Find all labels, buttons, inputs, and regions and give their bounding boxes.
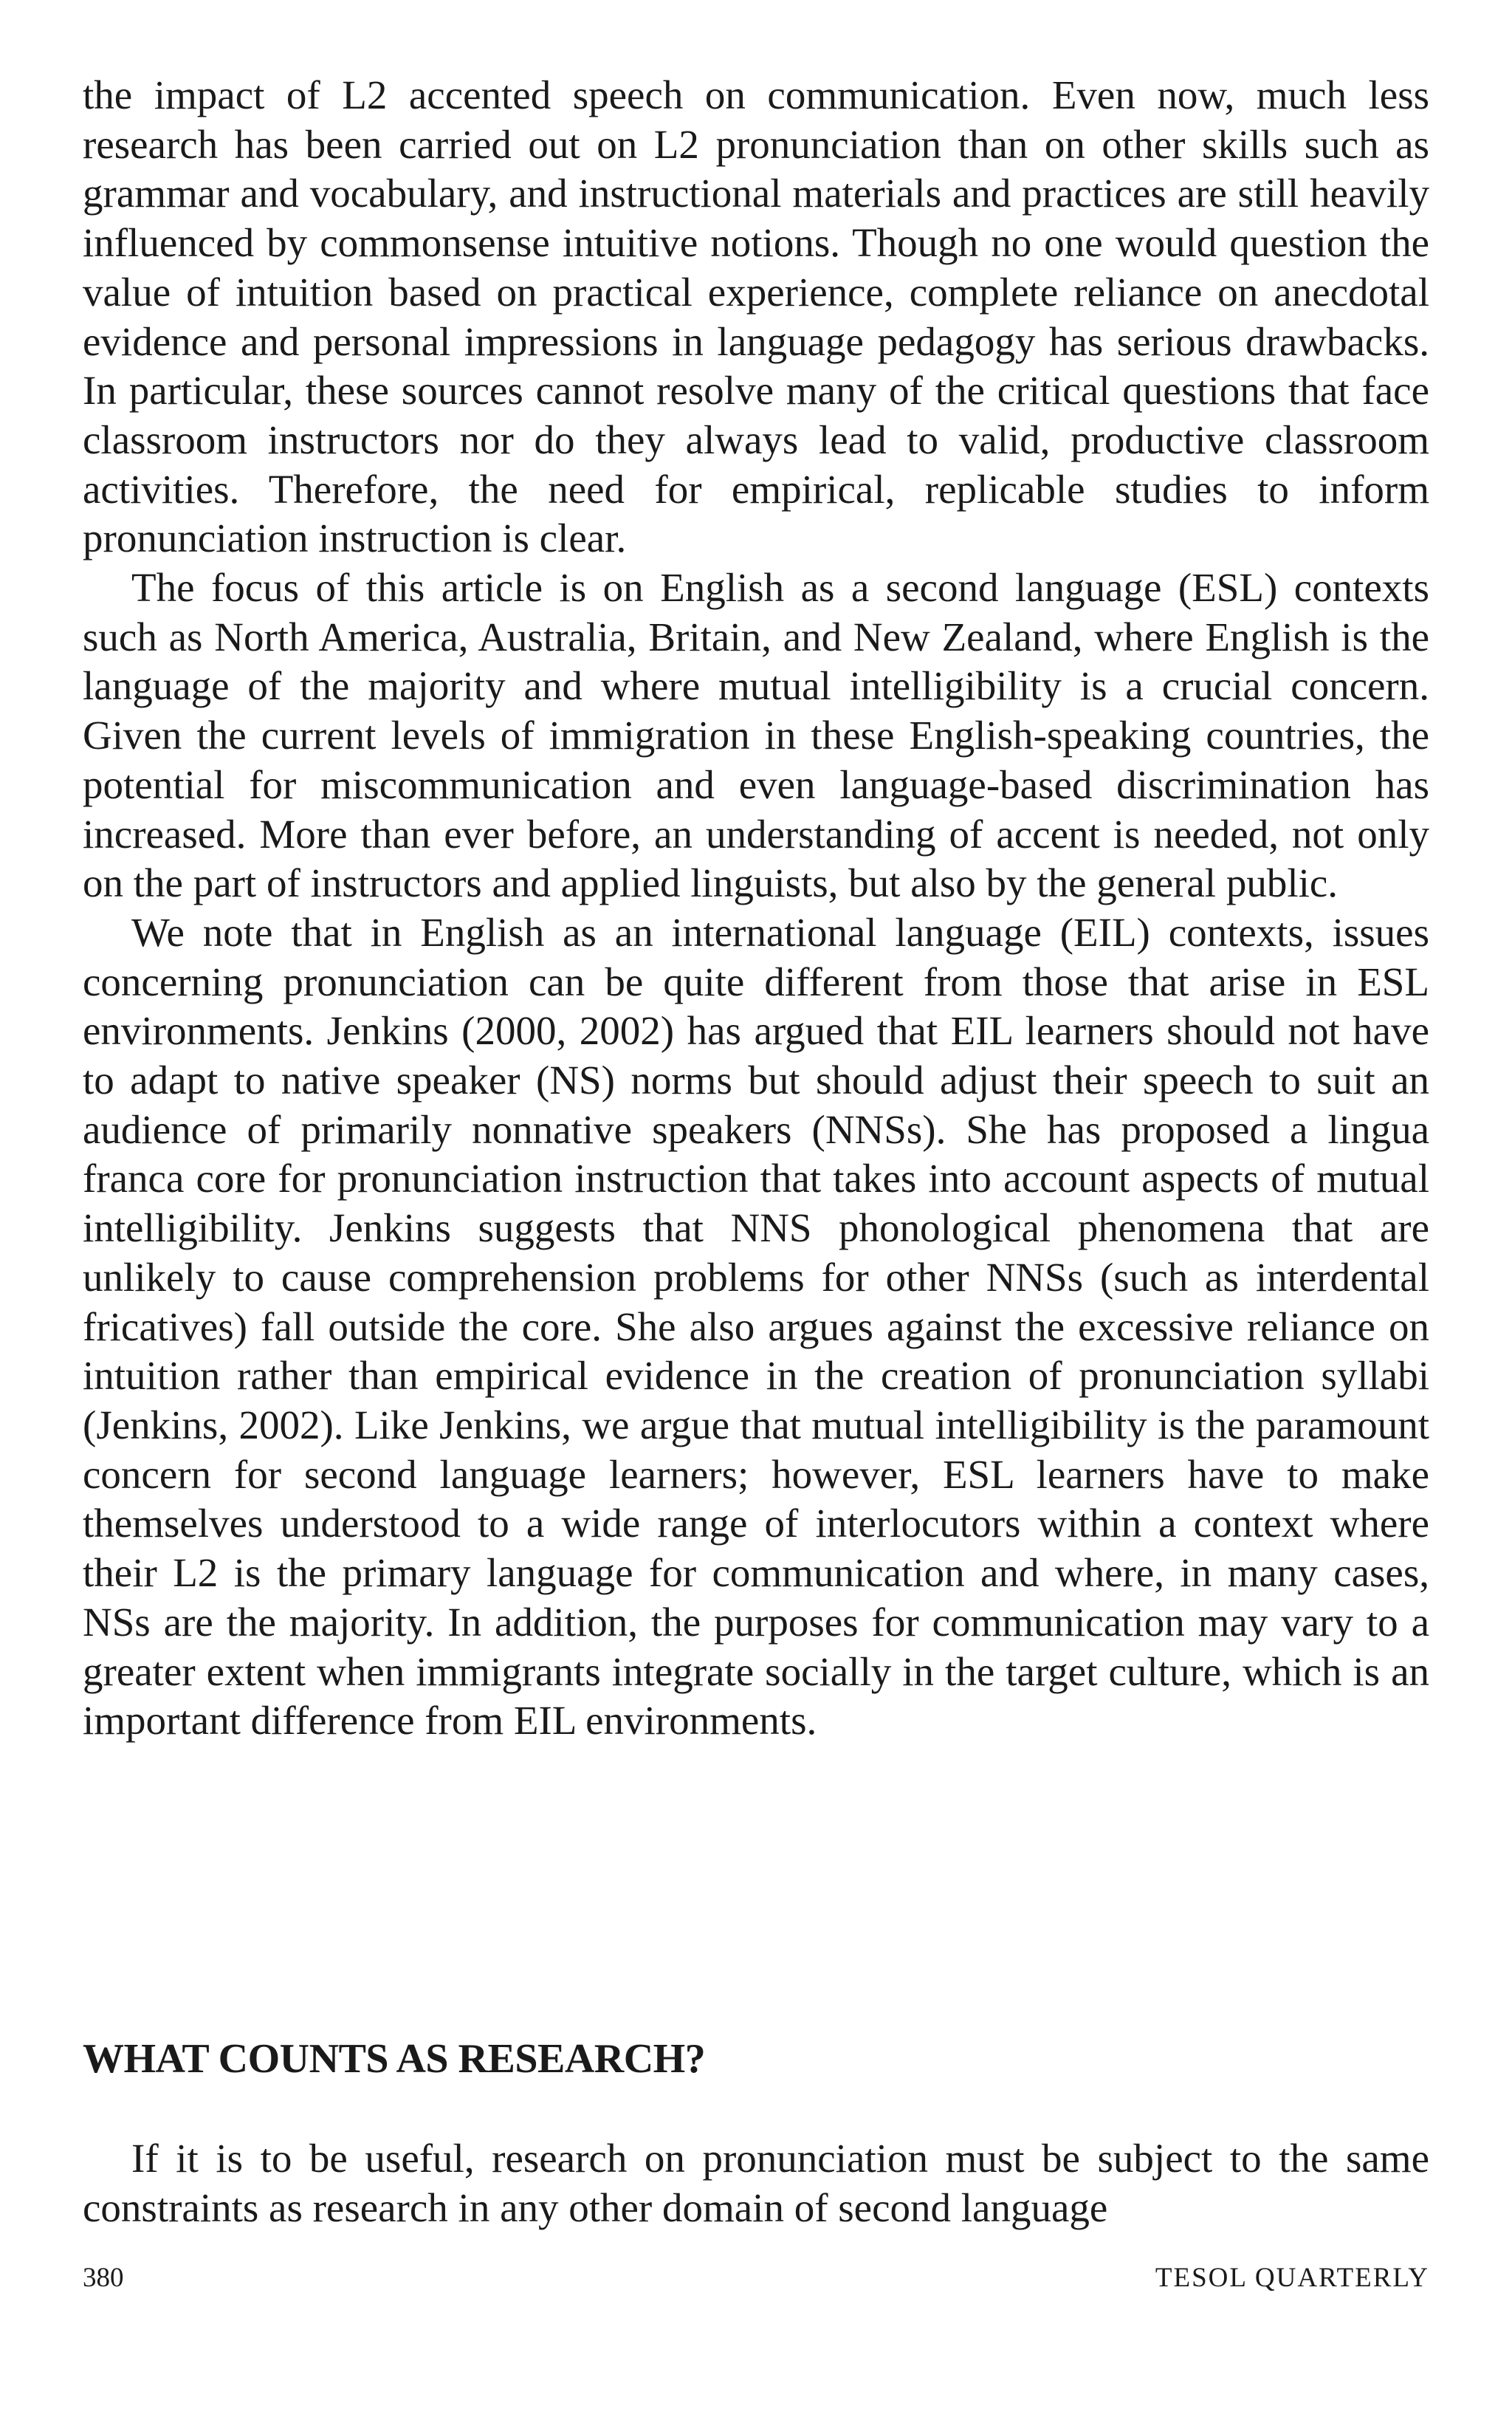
body-paragraph: the impact of L2 accented speech on communication. Even now, much less research has been carried out on L2 pronunciation than on other skills such as grammar and vocabulary, and instructional materials and practices are still heavily influenced by commonsense intuitive notions. Though no one would question the value of intuition based on practical experience, complete reliance on anecdotal evidence and personal impressions in language pedagogy has serious drawbacks. In particular, these sources cannot resolve many of the critical questions that face classroom instructors nor do they always lead to valid, productive classroom activities. Therefore, the need for empirical, replicable studies to inform pronunciation instruction is clear. bbox=[83, 72, 1429, 561]
body-paragraph: We note that in English as an international language (EIL) contexts, issues concerning pronunciation can be quite different from those that arise in ESL environments. Jenkins (2000, 2002) has argued that EIL learners should not have to adapt to native speaker (NS) norms but should adjust their speech to suit an audience of primarily nonnative speakers (NNSs). She has proposed a lingua franca core for pronunciation instruction that takes into account aspects of mutual intelligibility. Jenkins suggests that NNS phonological phenomena that are unlikely to cause comprehension problems for other NNSs (such as interdental fricatives) fall outside the core. She also argues against the excessive reliance on intuition rather than empirical evidence in the creation of pronunciation syllabi (Jenkins, 2002). Like Jenkins, we argue that mutual intelligibility is the paramount concern for second language learners; however, ESL learners have to make themselves understood to a wide range of interlocutors within a context where their L2 is the primary language for communication and where, in many cases, NSs are the majority. In addition, the purposes for communication may vary to a greater extent when immigrants integrate socially in the target culture, which is an important difference from EIL environments. bbox=[83, 909, 1429, 1744]
running-footer-journal: TESOL QUARTERLY bbox=[1155, 2263, 1429, 2293]
page-number: 380 bbox=[83, 2263, 124, 2293]
body-paragraph: The focus of this article is on English as a second language (ESL) contexts such as North America, Australia, Britain, and New Zealand, where English is the language of the majority and where mutual intelligibility is a crucial concern. Given the current levels of immigration in these English-speaking countries, the potential for miscommunication and even language-based discrimination has increased. More than ever before, an understanding of accent is needed, not only on the part of instructors and applied linguists, but also by the general public. bbox=[83, 565, 1429, 906]
section-heading: WHAT COUNTS AS RESEARCH? bbox=[83, 2036, 706, 2082]
article-body bbox=[83, 71, 1429, 1746]
section-body bbox=[83, 2134, 1429, 2232]
body-paragraph: If it is to be useful, research on pronunciation must be subject to the same constraints as research in any other domain of second language bbox=[83, 2136, 1429, 2230]
page-footer bbox=[83, 2260, 1429, 2297]
